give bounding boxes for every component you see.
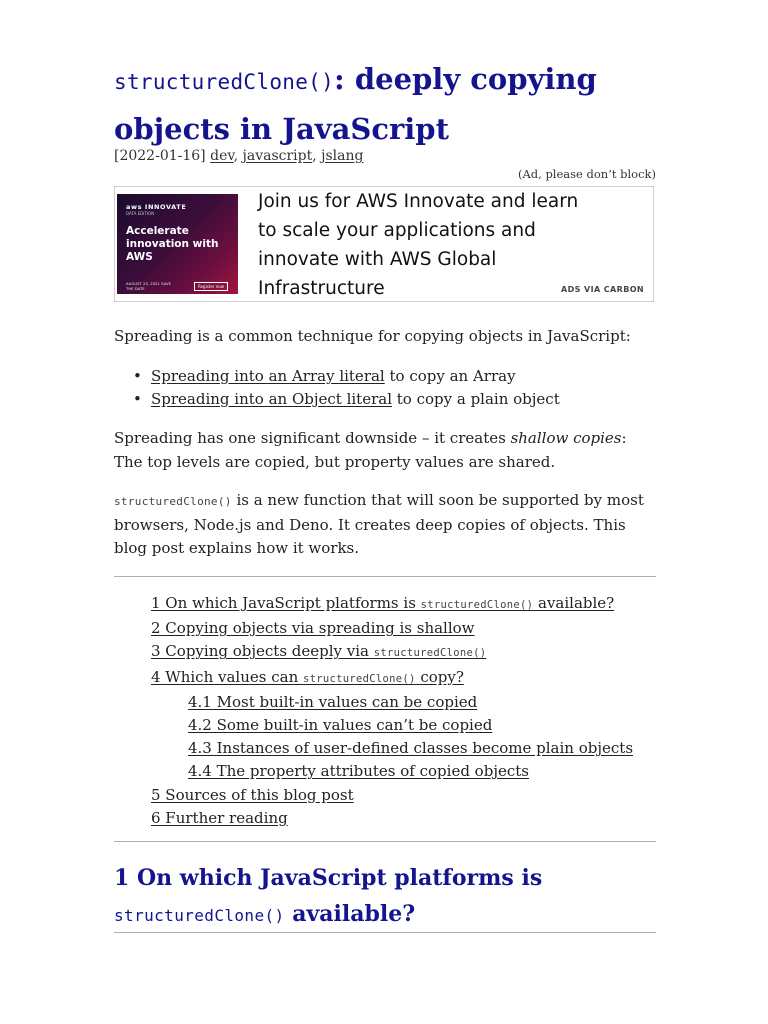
toc-link-code: structuredClone()	[303, 672, 416, 685]
toc-item	[151, 714, 651, 737]
toc-link[interactable]	[151, 619, 475, 637]
section-heading-1	[114, 860, 659, 934]
toc-link-code: structuredClone()	[420, 599, 534, 611]
toc-link-text: 4.3 Instances of user-defined classes become plain objects	[188, 739, 634, 758]
ads-via-carbon-link[interactable]: ADS VIA CARBON	[561, 285, 644, 294]
toc-link[interactable]	[188, 762, 529, 780]
toc-link-text: 4.2 Some built-in values can’t be copied	[188, 716, 493, 735]
tag-link-jslang[interactable]: jslang	[321, 148, 364, 164]
toc-link-text: 1 On which JavaScript platforms is	[151, 594, 421, 612]
intro-bullet-list	[114, 365, 659, 411]
table-of-contents	[151, 592, 651, 830]
ad-image-headline: Accelerate innovation with AWS	[126, 225, 219, 263]
list-item	[114, 388, 659, 411]
intro-paragraph-1: Spreading is a common technique for copying objects in JavaScript:	[114, 327, 631, 345]
divider	[114, 576, 656, 577]
link-spreading-array[interactable]: Spreading into an Array literal	[151, 367, 385, 385]
toc-link[interactable]	[188, 716, 492, 734]
toc-link[interactable]	[188, 739, 633, 757]
paragraph-text: Spreading has one significant downside – it creates	[114, 429, 511, 447]
ad-image-date: AUGUST 25, 2021 SAVE THE DATE	[126, 281, 171, 291]
toc-item	[151, 807, 651, 830]
page-title	[114, 56, 674, 153]
toc-link[interactable]	[188, 693, 477, 711]
title-code: structuredClone()	[114, 70, 335, 94]
toc-link-text: 4.1 Most built-in values can be copied	[188, 692, 478, 711]
toc-link-text: 3 Copying objects deeply via	[151, 642, 374, 661]
toc-item	[151, 691, 651, 714]
paragraph-text: is a new function that will soon be supported by most browsers, Node.js and Deno. It creates deep copies of objects. This blog post explains how it works.	[114, 491, 644, 557]
list-item-text: to copy an Array	[384, 367, 516, 385]
emphasis-text: shallow copies	[510, 429, 622, 447]
heading-text: 1 On which JavaScript platforms is	[114, 865, 543, 891]
heading-code: structuredClone()	[114, 906, 285, 925]
toc-item	[151, 666, 651, 691]
list-item	[114, 365, 659, 388]
ad-text-link[interactable]: Join us for AWS Innovate and learn to scale your applications and innovate with AWS Global Infrastructure	[258, 191, 579, 299]
paragraph-text: : The top levels are copied, but property values are shared.	[114, 429, 627, 471]
divider	[114, 841, 656, 842]
toc-item	[151, 592, 651, 617]
toc-item	[151, 617, 651, 640]
toc-link-text: 4 Which values can	[151, 667, 304, 686]
list-item-text: to copy a plain object	[392, 390, 560, 408]
divider	[114, 932, 656, 933]
toc-link[interactable]	[151, 642, 486, 660]
toc-link-text: 2 Copying objects via spreading is shallow	[151, 619, 475, 638]
title-text: : deeply copying objects in JavaScript	[114, 62, 597, 146]
inline-code: structuredClone()	[114, 495, 232, 508]
toc-item	[151, 784, 651, 807]
toc-link[interactable]	[151, 809, 288, 827]
toc-link-text: copy?	[415, 667, 464, 686]
heading-text: available?	[284, 901, 416, 927]
toc-link-text: 6 Further reading	[151, 808, 288, 827]
intro-paragraph-3	[114, 489, 659, 561]
ad-image[interactable]	[117, 194, 238, 294]
ad-note: (Ad, please don’t block)	[517, 167, 656, 181]
toc-link-text: 4.4 The property attributes of copied objects	[188, 762, 529, 781]
toc-link[interactable]	[151, 786, 354, 804]
ad-brand-sub: DATA EDITION	[126, 211, 155, 216]
toc-item	[151, 760, 651, 783]
toc-link-text: 5 Sources of this blog post	[151, 785, 354, 804]
toc-link[interactable]	[151, 594, 614, 612]
ad-brand-logo: aws INNOVATE	[126, 203, 187, 211]
intro-paragraph-2	[114, 427, 659, 474]
toc-item	[151, 737, 651, 760]
toc-link-text: available?	[533, 594, 615, 612]
toc-item	[151, 640, 651, 665]
tag-link-dev[interactable]: dev	[210, 148, 234, 164]
link-spreading-object[interactable]: Spreading into an Object literal	[151, 390, 392, 408]
tag-link-javascript[interactable]: javascript	[242, 148, 313, 164]
carbon-ad[interactable]	[114, 186, 654, 302]
toc-link-code: structuredClone()	[373, 647, 487, 660]
post-date: [2022-01-16]	[114, 148, 206, 164]
ad-register-button: Register now	[194, 282, 228, 291]
post-meta: [2022-01-16] dev, javascript, jslang	[114, 148, 364, 164]
toc-link[interactable]	[151, 668, 464, 686]
